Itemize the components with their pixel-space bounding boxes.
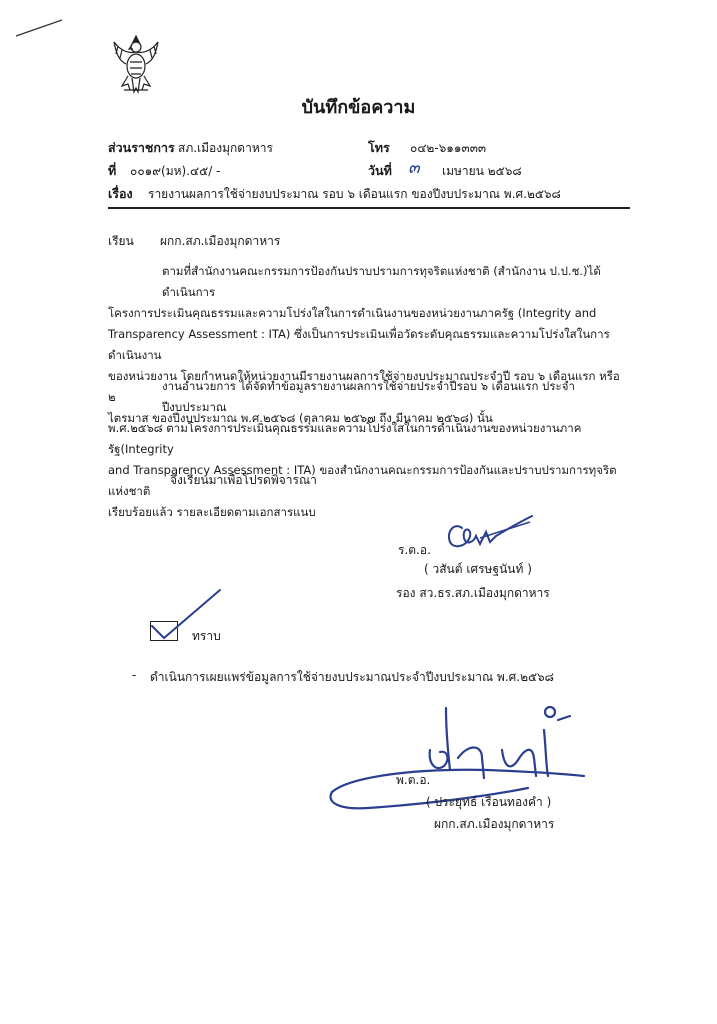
- paragraph-2-line: and Transparency Assessment : ITA) ของสำนักงานคณะกรรมการป้องกันและปราบปรามการทุจริตแห่งชาติ: [108, 463, 617, 498]
- signer-1-name: ( วสันต์ เศรษฐนันท์ ): [424, 562, 532, 576]
- date-label: วันที่: [368, 163, 392, 178]
- paragraph-1-line: โครงการประเมินคุณธรรมและความโปร่งใสในการดำเนินงานของหน่วยงานภาครัฐ (Integrity and: [108, 306, 597, 320]
- paragraph-2-line: งานอำนวยการ ได้จัดทำข้อมูลรายงานผลการใช้จ่ายประจำปีรอบ ๖ เดือนแรก ประจำปีงบประมาณ: [162, 379, 575, 414]
- signer-2-name: ( ประยุทธ์ เรือนทองคำ ): [426, 795, 552, 809]
- department-label: ส่วนราชการ: [108, 140, 175, 155]
- date-month-year: เมษายน ๒๕๖๘: [442, 164, 522, 178]
- subject-value: รายงานผลการใช้จ่ายงบประมาณ รอบ ๖ เดือนแรก ของปีงบประมาณ พ.ศ.๒๕๖๘: [148, 187, 561, 201]
- reference-label: ที่: [108, 163, 117, 178]
- reference-value: ๐๐๑๙(มห).๔๕/ -: [130, 164, 221, 178]
- date-day: ๓: [408, 158, 420, 178]
- paragraph-1-line: ไตรมาส ของปีงบประมาณ พ.ศ.๒๕๖๘ (ตุลาคม ๒๕๖๗ ถึง มีนาคม ๒๕๖๘) นั้น: [108, 411, 493, 425]
- header-divider: [108, 207, 630, 209]
- signer-1-rank: ร.ต.อ.: [398, 543, 431, 557]
- paragraph-2-line: พ.ศ.๒๕๖๘ ตามโครงการประเมินคุณธรรมและความโปร่งใสในการดำเนินงานของหน่วยงานภาครัฐ(Integrity: [108, 421, 582, 456]
- pen-mark: [14, 16, 64, 40]
- paragraph-1-line: ตามที่สำนักงานคณะกรรมการป้องกันปราบปรามการทุจริตแห่งชาติ (สำนักงาน ป.ป.ช.)ได้ดำเนินการ: [162, 264, 601, 299]
- phone-value: ๐๔๒-๖๑๑๓๓๓: [410, 141, 487, 155]
- signer-1-position: รอง สว.ธร.สภ.เมืองมุกดาหาร: [396, 586, 550, 600]
- paragraph-2-line: เรียบร้อยแล้ว รายละเอียดตามเอกสารแนบ: [108, 505, 316, 519]
- signer-2-position: ผกก.สภ.เมืองมุกดาหาร: [434, 817, 555, 831]
- paragraph-1-line: ของหน่วยงาน โดยกำหนดให้หน่วยงานมีรายงานผลการใช้จ่ายงบประมาณประจำปี รอบ ๖ เดือนแรก หรือ ๒: [108, 369, 620, 404]
- memo-title: บันทึกข้อความ: [301, 97, 416, 118]
- to-value: ผกก.สภ.เมืองมุกดาหาร: [160, 234, 281, 248]
- signature-1: [440, 508, 536, 556]
- phone-label: โทร: [368, 140, 390, 155]
- garuda-emblem: [108, 32, 164, 96]
- subject-label: เรื่อง: [108, 186, 133, 201]
- paragraph-2: [108, 376, 630, 523]
- department-value: สภ.เมืองมุกดาหาร: [178, 141, 273, 155]
- order-text: ดำเนินการเผยแพร่ข้อมูลการใช้จ่ายงบประมาณประจำปีงบประมาณ พ.ศ.๒๕๖๘: [150, 670, 554, 684]
- paragraph-1-line: Transparency Assessment : ITA) ซึ่งเป็นการประเมินเพื่อวัดระดับคุณธรรมและความโปร่งใสในการดำเนินงาน: [108, 327, 610, 362]
- acknowledge-label: ทราบ: [192, 629, 221, 643]
- order-bullet: -: [132, 668, 137, 682]
- signer-2-rank: พ.ต.อ.: [396, 773, 431, 787]
- to-label: เรียน: [108, 234, 134, 248]
- closing-line: จึงเรียนมาเพื่อโปรดพิจารณา: [170, 473, 317, 487]
